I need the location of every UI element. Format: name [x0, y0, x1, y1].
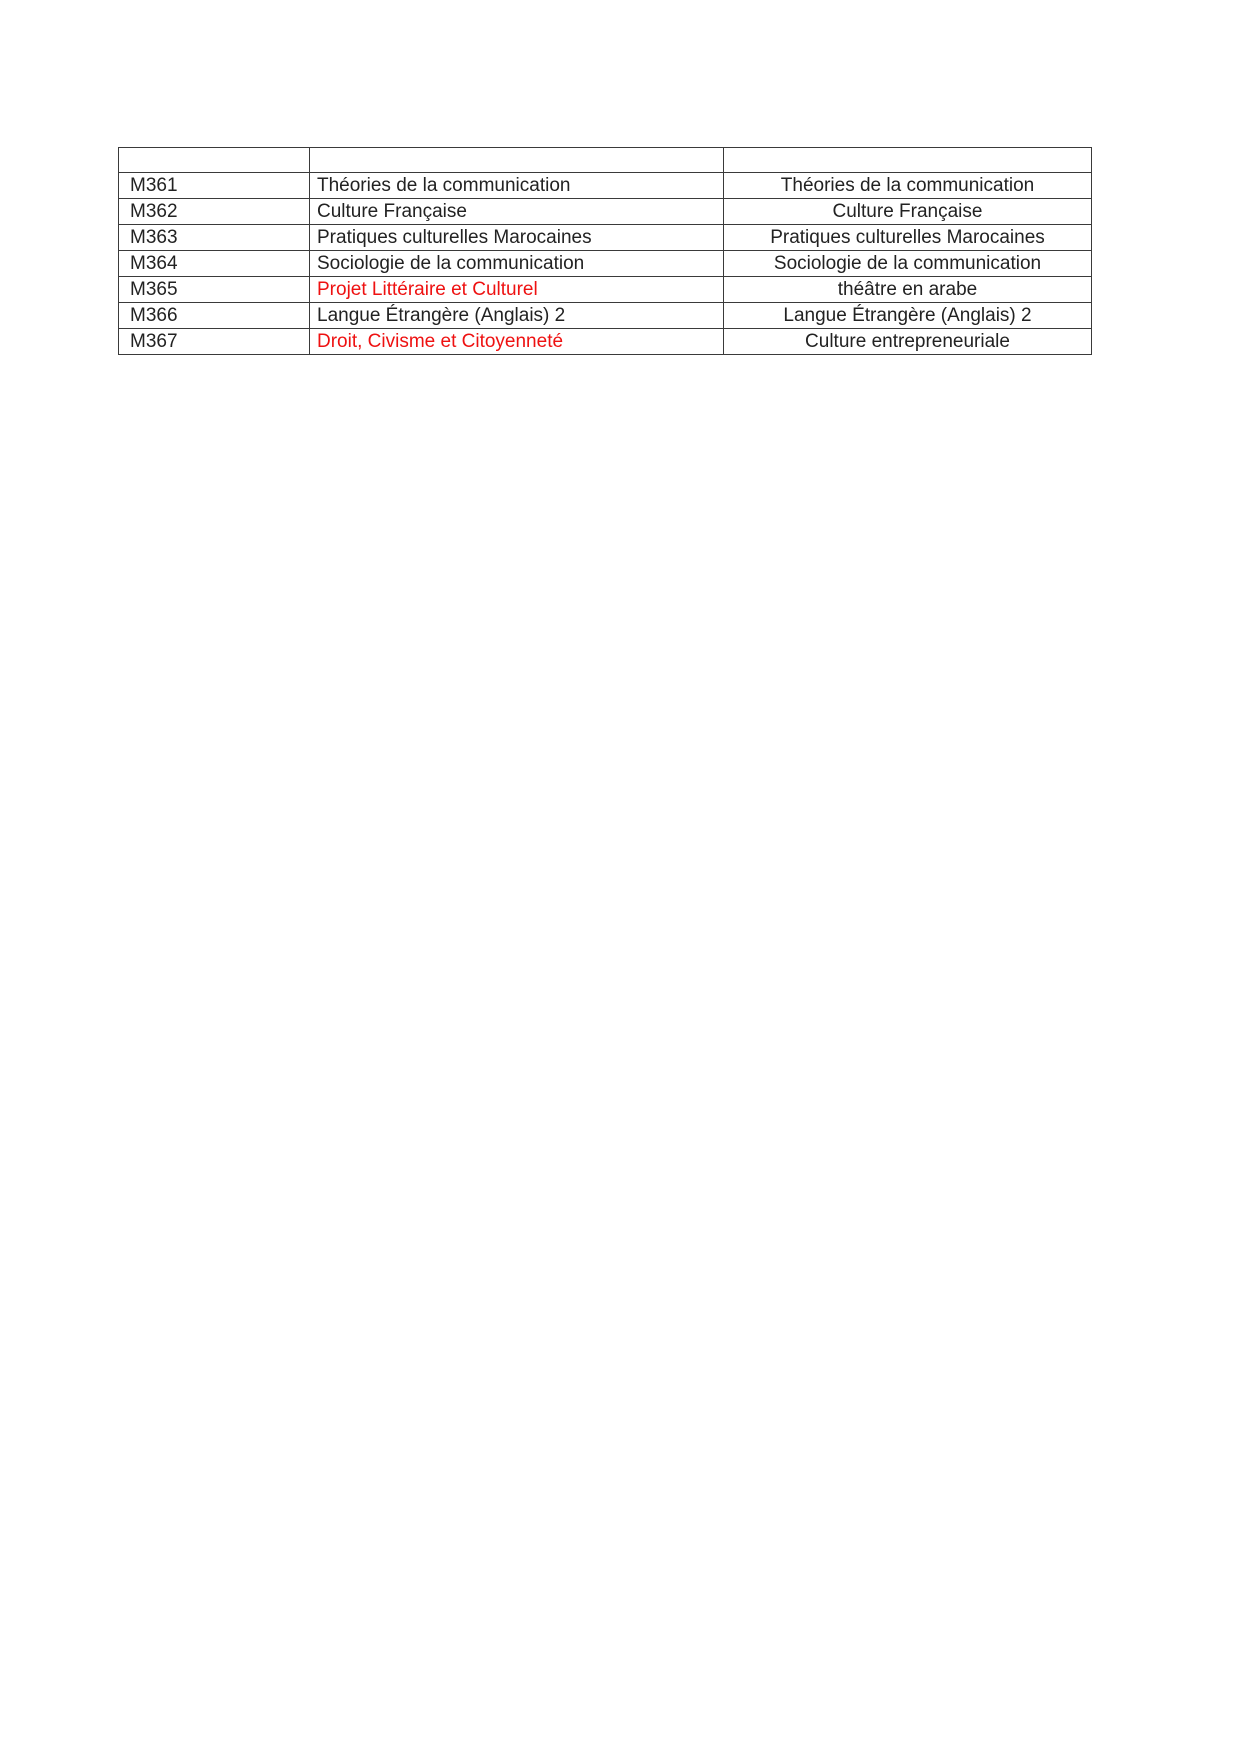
table-row: [119, 199, 1092, 225]
course-equivalent-cell: Culture Française: [724, 199, 1092, 225]
course-table-body: [119, 173, 1092, 355]
table-row: [119, 303, 1092, 329]
course-code-cell: M364: [119, 251, 310, 277]
course-name-cell: Droit, Civisme et Citoyenneté: [310, 329, 724, 355]
course-equivalent-cell: Sociologie de la communication: [724, 251, 1092, 277]
table-header-row: [119, 148, 1092, 173]
course-code-cell: M361: [119, 173, 310, 199]
course-table: [118, 147, 1092, 355]
table-row: [119, 173, 1092, 199]
course-name-cell: Culture Française: [310, 199, 724, 225]
header-cell-code: [119, 148, 310, 173]
course-name-cell: Théories de la communication: [310, 173, 724, 199]
course-equivalent-cell: Théories de la communication: [724, 173, 1092, 199]
table-row: [119, 329, 1092, 355]
course-equivalent-cell: théâtre en arabe: [724, 277, 1092, 303]
course-code-cell: M363: [119, 225, 310, 251]
table-row: [119, 225, 1092, 251]
course-name-cell: Sociologie de la communication: [310, 251, 724, 277]
table-row: [119, 277, 1092, 303]
course-name-cell: Projet Littéraire et Culturel: [310, 277, 724, 303]
table-row: [119, 251, 1092, 277]
course-code-cell: M367: [119, 329, 310, 355]
course-name-cell: Pratiques culturelles Marocaines: [310, 225, 724, 251]
course-code-cell: M366: [119, 303, 310, 329]
course-code-cell: M362: [119, 199, 310, 225]
header-cell-name: [310, 148, 724, 173]
course-code-cell: M365: [119, 277, 310, 303]
course-equivalent-cell: Pratiques culturelles Marocaines: [724, 225, 1092, 251]
course-equivalent-cell: Langue Étrangère (Anglais) 2: [724, 303, 1092, 329]
header-cell-equivalent: [724, 148, 1092, 173]
course-name-cell: Langue Étrangère (Anglais) 2: [310, 303, 724, 329]
course-equivalent-cell: Culture entrepreneuriale: [724, 329, 1092, 355]
